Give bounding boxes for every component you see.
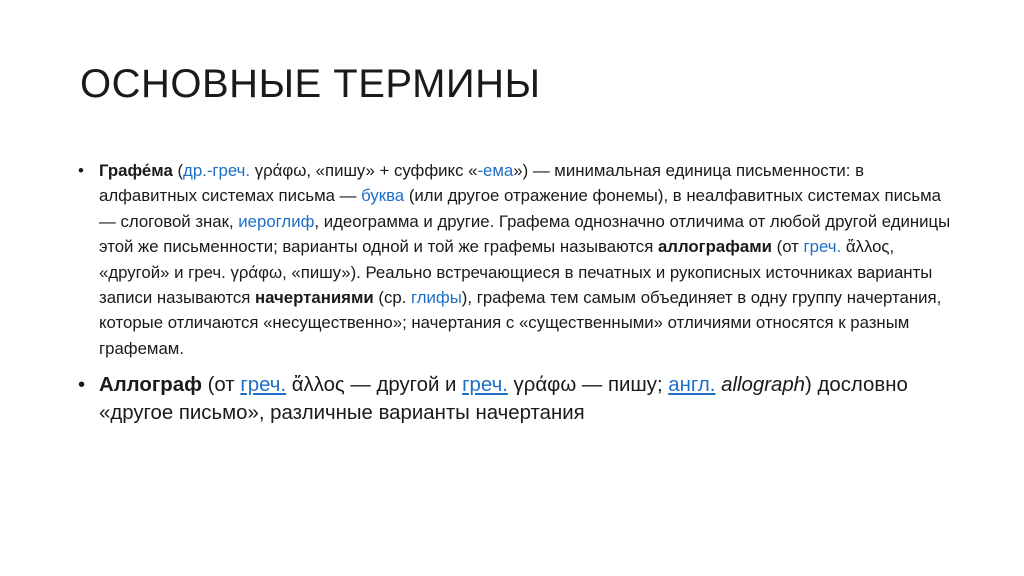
slide-content	[78, 158, 958, 427]
item-text	[99, 161, 950, 358]
bullet-icon: •	[78, 374, 86, 397]
term-grafema: Графе́ма	[99, 161, 173, 180]
text-segment: ») — минимальная единица письменности: в алфавитных системах письма —	[99, 161, 865, 206]
item-text	[99, 374, 908, 424]
link-glify[interactable]: глифы	[411, 288, 462, 308]
text-segment: γράφω — пишу;	[507, 374, 669, 397]
link-ieroglif[interactable]: иероглиф	[238, 211, 315, 231]
text-segment: (	[172, 161, 184, 180]
bullet-icon: •	[78, 161, 84, 180]
text-segment: ), графема тем самым объединяет в одну группу начертания, которые отличаются «несущественно»; начертания с «существенными» отличиями относятся к разным графемам.	[99, 288, 942, 358]
text-segment: , идеограмма и другие. Графема однозначно отличима от любой другой единицы этой же письменности; варианты одной и той же графемы называются	[99, 211, 951, 257]
text-segment: (от	[771, 237, 804, 257]
term-nachertaniyami: начертаниями	[255, 288, 374, 308]
text-segment: (от	[201, 374, 241, 397]
link-angl[interactable]: англ.	[668, 374, 716, 397]
link-grech-2[interactable]: греч.	[462, 374, 508, 397]
slide-title: ОСНОВНЫЕ ТЕРМИНЫ	[80, 62, 541, 106]
bullet-item-grafema	[78, 158, 958, 361]
link-dr-grech[interactable]: др.-греч.	[183, 161, 251, 180]
text-segment: ἄλλος, «другой» и греч. γράφω, «пишу»). Реально встречающиеся в печатных и рукописных источниках варианты записи называются	[99, 237, 933, 308]
text-segment: (ср.	[373, 288, 411, 308]
text-segment: (или другое отражение фонемы), в неалфавитных системах письма — слоговой знак,	[99, 186, 941, 231]
term-allografami: аллографами	[657, 237, 772, 257]
term-allograph-en: allograph	[721, 374, 806, 397]
bullet-item-allograf	[78, 371, 958, 427]
link-grech[interactable]: греч.	[803, 237, 842, 257]
text-segment: ) дословно «другое письмо», различные варианты начертания	[99, 374, 908, 425]
term-allograf: Аллограф	[99, 374, 202, 397]
text-segment: ἄλλος — другой и	[286, 374, 463, 397]
link-ema[interactable]: -ема	[477, 161, 514, 180]
link-bukva[interactable]: буква	[361, 186, 405, 206]
link-grech-1[interactable]: греч.	[240, 374, 287, 397]
text-segment: γράφω, «пишу» + суффикс «	[250, 161, 478, 180]
